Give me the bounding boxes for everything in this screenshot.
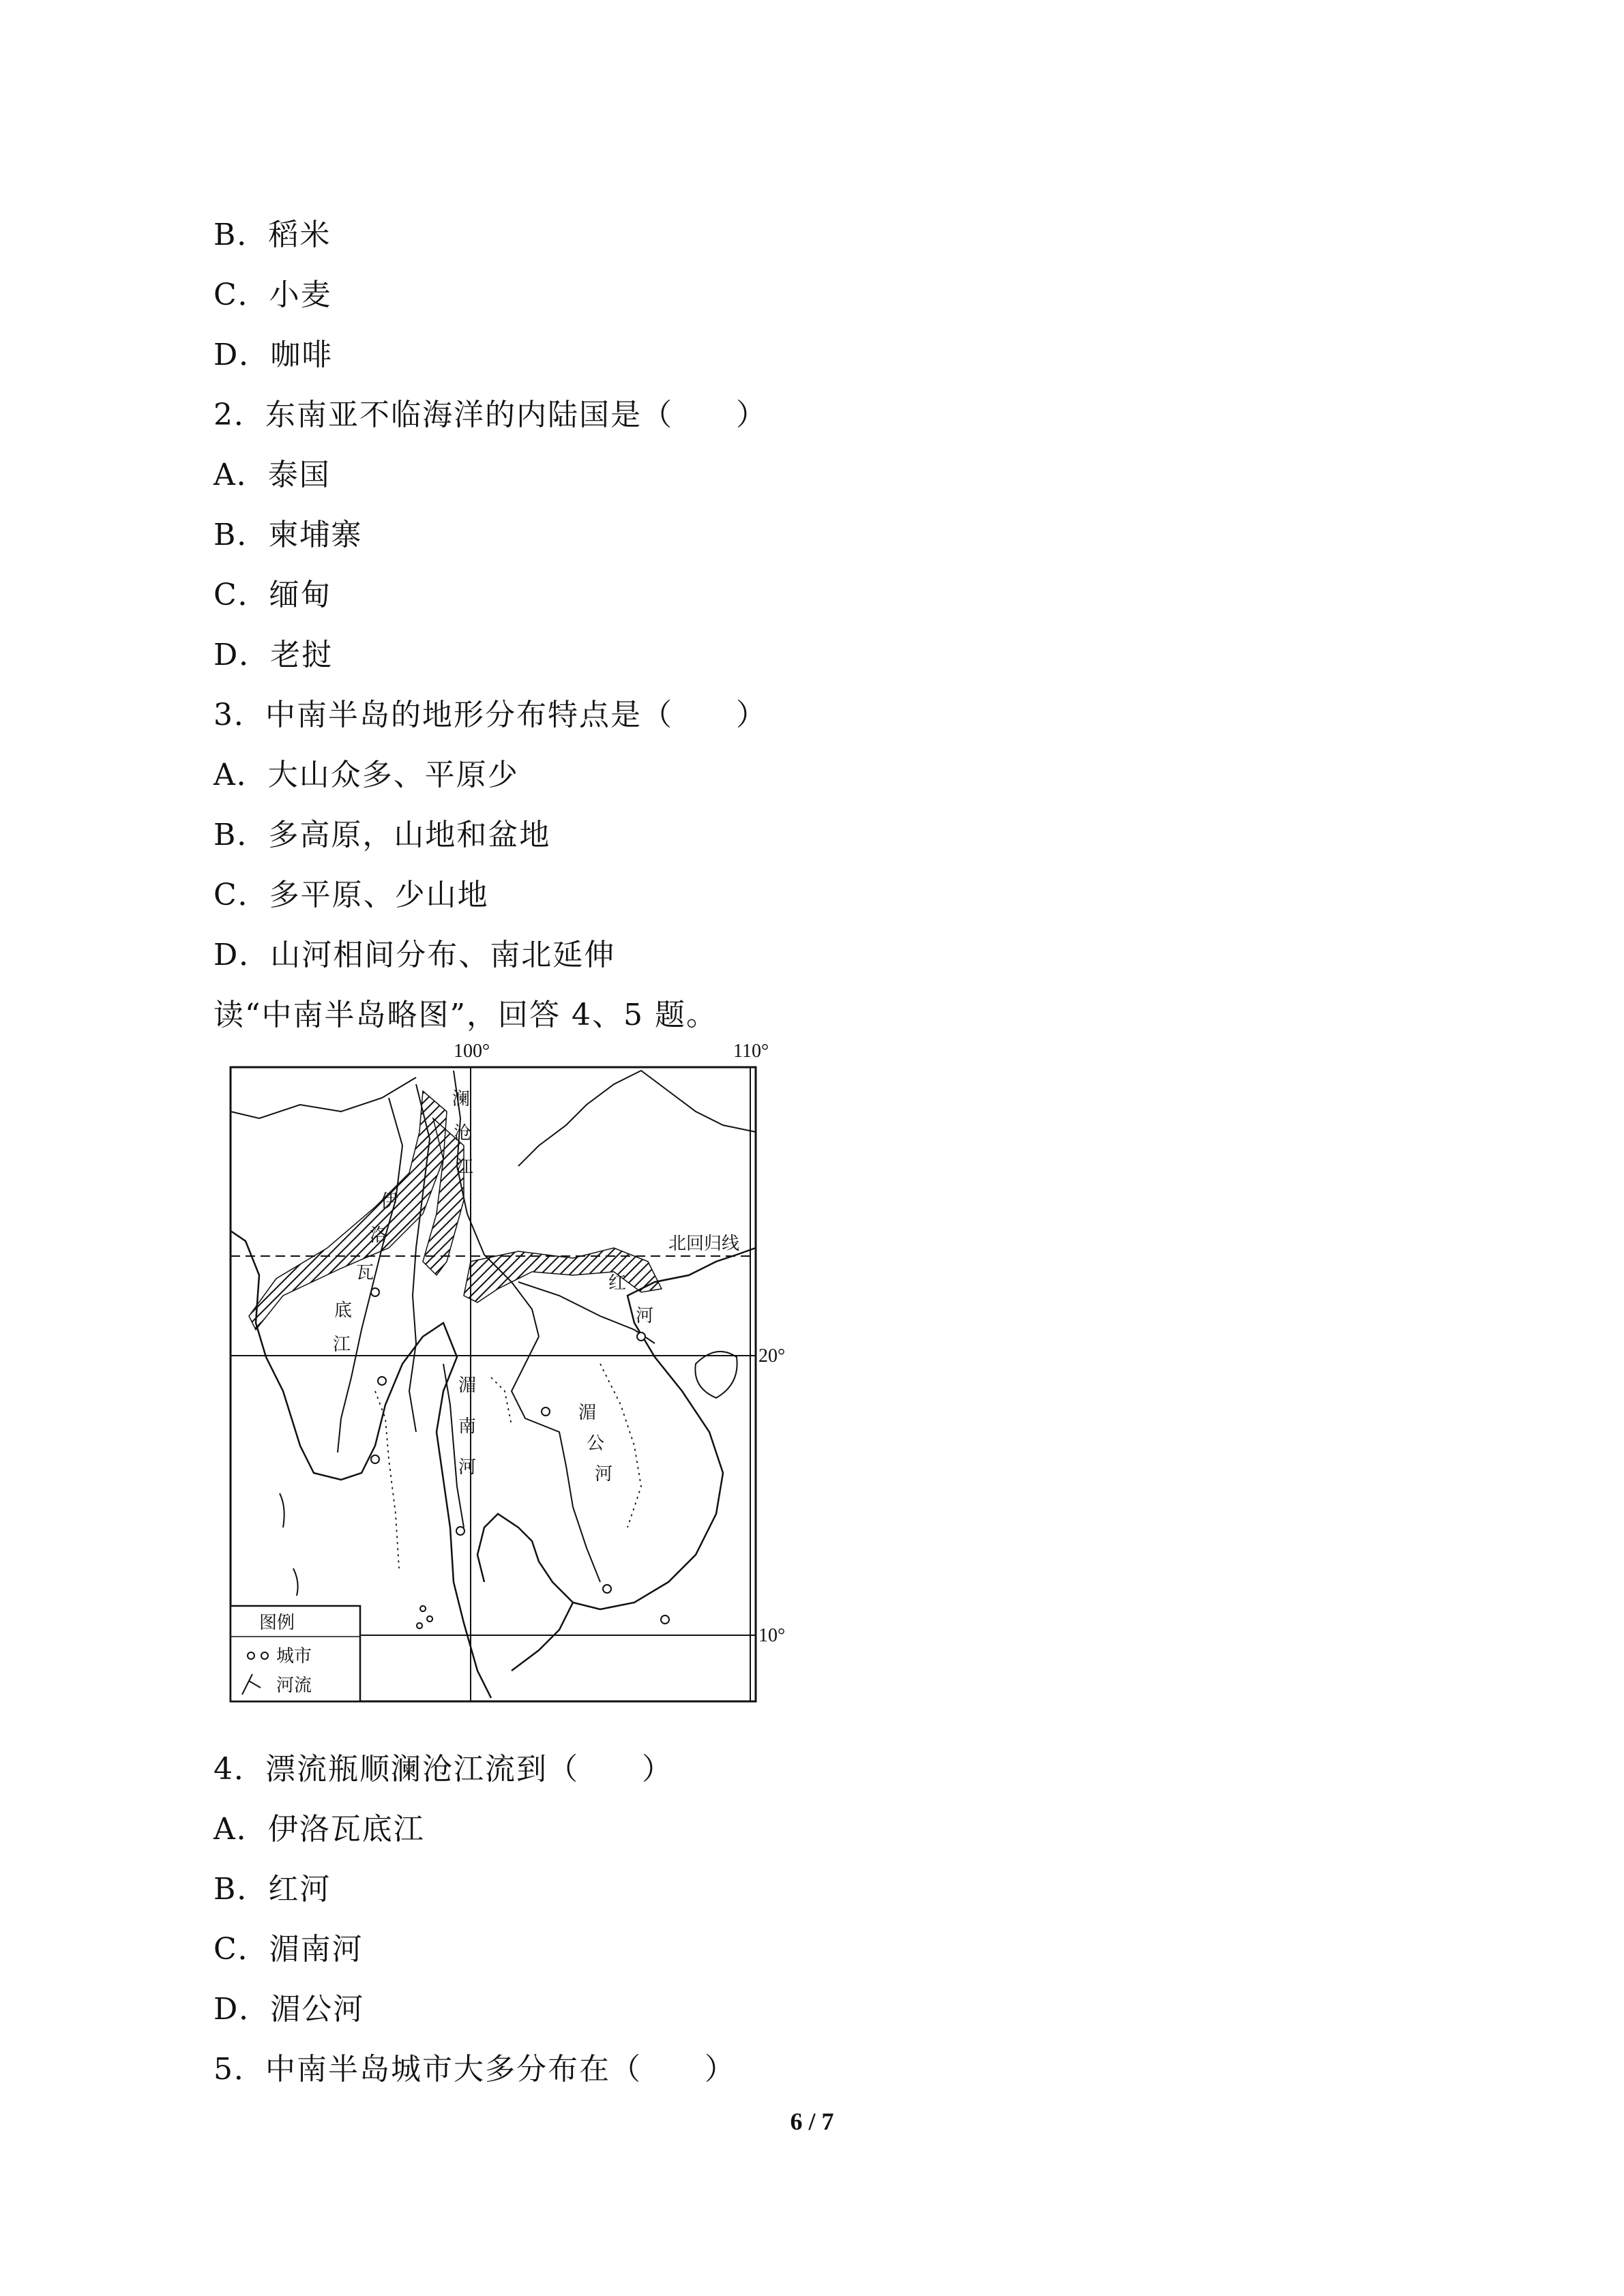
city-marker <box>603 1585 611 1593</box>
question-5: 5．中南半岛城市大多分布在（ ） <box>213 2052 736 2087</box>
q2-option-d: D．老挝 <box>213 638 334 672</box>
mountain-belt-west <box>249 1091 447 1330</box>
tropic-label: 北回归线 <box>668 1234 740 1254</box>
legend-river-label: 河流 <box>276 1675 312 1696</box>
irrawaddy-label-5: 江 <box>333 1335 351 1355</box>
q2-option-b: B．柬埔寨 <box>213 518 363 552</box>
city-marker <box>371 1455 379 1463</box>
question-2: 2．东南亚不临海洋的内陆国是（ ） <box>213 398 767 432</box>
q3-option-b: B．多高原，山地和盆地 <box>213 818 551 852</box>
lat-20-label: 20° <box>758 1345 786 1367</box>
irrawaddy-label-1: 伊 <box>381 1191 399 1212</box>
q3-option-a: A．大山众多、平原少 <box>213 758 519 792</box>
q4-option-d: D．湄公河 <box>213 1992 365 2027</box>
lancang-label-1: 澜 <box>452 1089 471 1109</box>
question-3: 3．中南半岛的地形分布特点是（ ） <box>213 698 767 732</box>
map-intro: 读“中南半岛略图”，回答 4、5 题。 <box>213 998 718 1032</box>
city-marker <box>542 1407 550 1416</box>
q1-option-d: D．咖啡 <box>213 338 334 372</box>
q1-option-b: B．稻米 <box>213 218 331 252</box>
mountain-ridge-2 <box>600 1364 641 1527</box>
lancang-label-2: 沧 <box>454 1123 472 1144</box>
mekong-river <box>512 1337 600 1582</box>
lat-10-label: 10° <box>758 1625 786 1646</box>
lon-110-label: 110° <box>733 1041 769 1062</box>
city-marker <box>378 1377 386 1385</box>
q2-option-c: C．缅甸 <box>213 578 332 612</box>
coastline-north <box>231 1071 756 1166</box>
city-marker <box>661 1615 669 1624</box>
mekong-label-2: 公 <box>587 1433 605 1454</box>
mekong-label-3: 河 <box>595 1464 613 1485</box>
lancang-label-3: 江 <box>456 1157 474 1178</box>
irrawaddy-label-3: 瓦 <box>356 1263 374 1283</box>
lon-100-label: 100° <box>454 1041 490 1062</box>
question-4: 4．漂流瓶顺澜沧江流到（ ） <box>213 1752 673 1787</box>
red-river-label-2: 河 <box>636 1306 654 1326</box>
mekong-label-1: 湄 <box>578 1403 597 1423</box>
mountain-ridge-1 <box>375 1391 399 1568</box>
irrawaddy-label-2: 洛 <box>370 1225 388 1246</box>
irrawaddy-label-4: 底 <box>334 1300 353 1321</box>
q4-option-a: A．伊洛瓦底江 <box>213 1812 425 1847</box>
city-marker <box>637 1332 645 1341</box>
indochina-map-figure <box>218 1037 805 1712</box>
chao-phraya-label-1: 湄 <box>458 1375 477 1396</box>
legend-city-icon <box>248 1652 254 1659</box>
chao-phraya-label-3: 河 <box>458 1457 477 1478</box>
q3-option-d: D．山河相间分布、南北延伸 <box>213 938 616 972</box>
q2-option-a: A．泰国 <box>213 458 331 492</box>
q1-option-c: C．小麦 <box>213 278 332 312</box>
q4-option-b: B．红河 <box>213 1872 331 1907</box>
city-marker <box>456 1527 464 1535</box>
legend-title: 图例 <box>259 1613 295 1633</box>
coastline-gulf <box>477 1514 573 1671</box>
q4-option-c: C．湄南河 <box>213 1932 364 1967</box>
red-river-label-1: 红 <box>608 1273 627 1294</box>
city-marker <box>371 1288 379 1296</box>
hainan-island <box>695 1352 737 1398</box>
q3-option-c: C．多平原、少山地 <box>213 878 489 912</box>
mountain-ridge-3 <box>491 1377 512 1425</box>
page-number: 6 / 7 <box>790 2108 834 2135</box>
chao-phraya-label-2: 南 <box>458 1416 477 1437</box>
legend-city-label: 城市 <box>276 1646 312 1667</box>
coastline-east <box>573 1248 756 1609</box>
